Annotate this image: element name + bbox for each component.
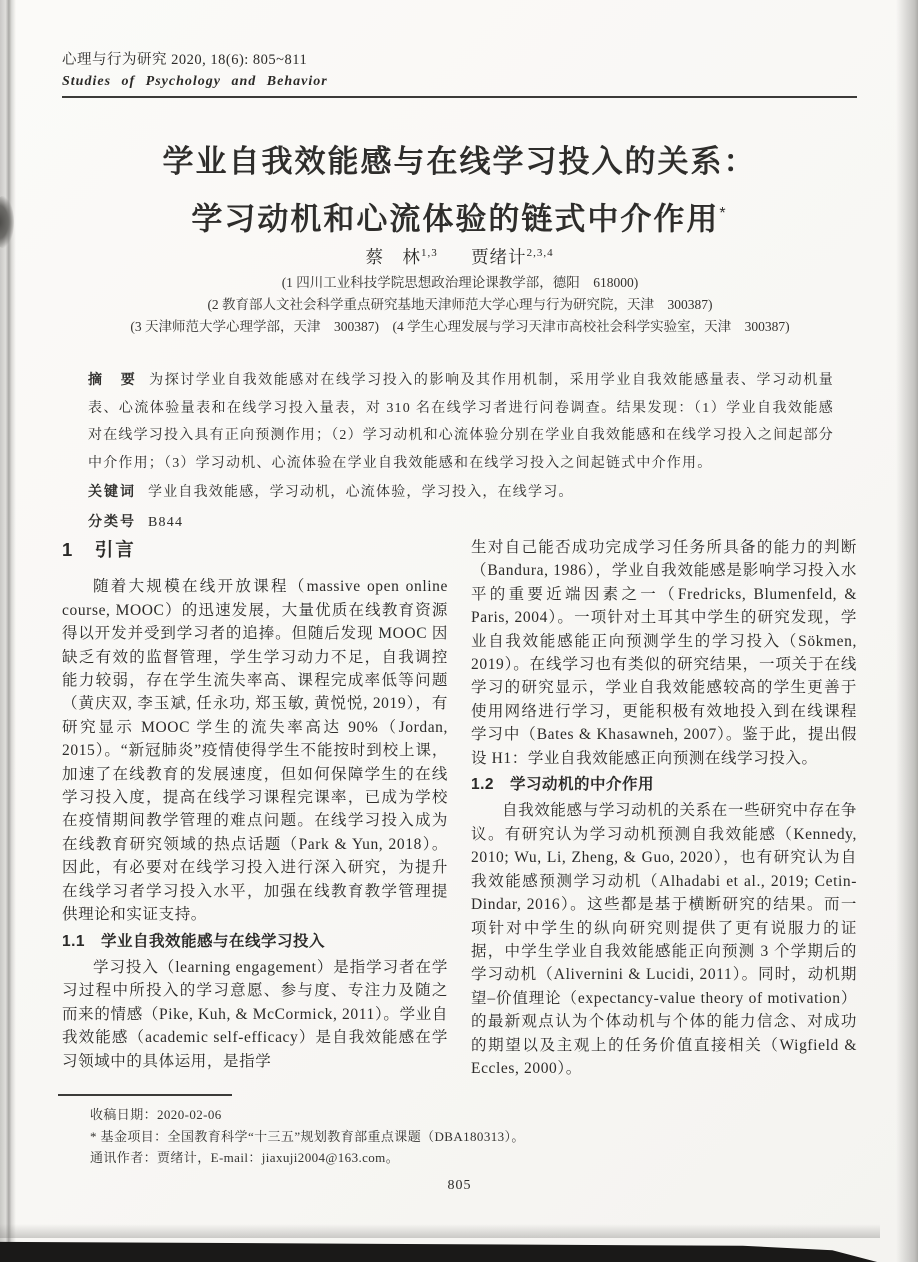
funding-note: * 基金项目：全国教育科学“十三五”规划教育部重点课题（DBA180313）。 — [90, 1128, 525, 1144]
scan-bottom-black-band — [0, 1234, 895, 1262]
continuation-paragraph: 生对自己能否成功完成学习任务所具备的能力的判断（Bandura, 1986），学业自我效能感是影响学习投入水平的重要近端因素之一（Fredricks, Blumenfeld, & Paris, 2004）。一项针对土耳其中学生的研究发现，学业自我效能感能正向预测学生的学习投入（Sökmen, 2019）。在线学习也有类似的研究结果，一项关于在线学习的研究显示，学业自我效能感较高的学生更善于使用网络进行学习，更能积极有效地投入到在线课程学习中（Bates & Khasawneh, 2007）。鉴于此，提出假设 H1：学业自我效能感正向预测在线学习投入。 — [471, 539, 857, 767]
author-1-affil-sup: 1,3 — [420, 247, 438, 260]
article-title-line2: 学习动机和心流体验的链式中介作用* — [191, 201, 728, 237]
footnote-rule — [58, 1094, 232, 1096]
keywords-label: 关键词 — [88, 483, 136, 499]
abstract-text: 为探讨学业自我效能感对在线学习投入的影响及其作用机制，采用学业自我效能感量表、学习动机量表、心流体验量表和在线学习投入量表，对 310 名在线学习者进行问卷调查。结果发现：（1）学业自我效能感对在线学习投入具有正向预测作用；（2）学习动机和心流体验分别在学业自我效能感和在线学习投入之间起部分中介作用；（3）学习动机、心流体验在学业自我效能感和在线学习投入之间起链式中介作用。 — [88, 373, 834, 471]
body-columns — [62, 536, 857, 1096]
author-1: 蔡 林$^{1,3}$ — [365, 247, 438, 267]
section-1-paragraph: 随着大规模在线开放课程（massive open online course, MOOC）的迅速发展，大量优质在线教育资源得以开发并受到学习者的追捧。但随后发现 MOOC 因缺乏有效的监督管理，学生学习动力不足，自我调控能力较弱，存在学生流失率高、课程完成率低等问题（黄庆双, 李玉斌, 任永功, 郑玉敏, 黄悦悦, 2019），有研究显示 MOOC 学生的流失率高达 90%（Jordan, 2015）。“新冠肺炎”疫情使得学生不能按时到校上课，加速了在线教育的发展速度，但如何保障学生的在线学习投入度，提高在线学习课程完课率，已成为学校在疫情期间教学管理的难点问题。在线学习投入成为在线教育研究领域的热点话题（Park & Yun, 2018）。因此，有必要对在线学习投入进行深入研究，为提升在线学习者学习投入水平，加强在线教育教学管理提供理论和实证支持。 — [62, 578, 448, 924]
journal-citation-zh: 心理与行为研究 2020, 18(6): 805~811 — [62, 52, 308, 68]
scan-left-edge-shadow — [0, 0, 16, 1262]
classification-line — [88, 508, 834, 537]
section-1-2-paragraph: 自我效能感与学习动机的关系在一些研究中存在争议。有研究认为学习动机预测自我效能感（Kennedy, 2010; Wu, Li, Zheng, & Guo, 2020），也有研究认为自我效能感预测学习动机（Alhadabi et al., 2019; Cetin-Dindar, 2016）。这些都是基于横断研究的结果。而一项针对中学生的纵向研究则提供了更有说服力的证据，中学生学业自我效能感能正向预测 3 个学期后的学习动机（Alivernini & Lucidi, 2011）。同时，动机期望–价值理论（expectancy-value theory of motivation）的最新观点认为个体动机与个体的能力信念、对成功的期望以及主观上的任务价值直接相关（Wigfield & Eccles, 2000）。 — [471, 802, 857, 1077]
keywords-line — [88, 478, 834, 507]
section-1-heading: 1 引言 — [62, 539, 136, 560]
section-1-1-paragraph: 学习投入（learning engagement）是指学习者在学习过程中所投入的学习意愿、参与度、专注力及随之而来的情感（Pike, Kuh, & McCormick, 2011）。学业自我效能感（academic self-efficacy）是自我效能感在学习领域中的具体运用，是指学 — [62, 958, 448, 1070]
correspondence-note: 通讯作者：贾绪计，E-mail：jiaxuji2004@163.com。 — [90, 1150, 400, 1165]
scan-bottom-shadow — [0, 1224, 880, 1238]
author-2: 贾绪计$^{2,3,4}$ — [471, 247, 554, 267]
author-line — [62, 244, 857, 269]
left-column — [62, 536, 448, 1096]
affiliation-3-4: (3 天津师范大学心理学部，天津 300387) (4 学生心理发展与学习天津市高校社会科学实验室，天津 300387) — [130, 319, 790, 334]
footnotes — [90, 1104, 830, 1169]
article-title — [62, 136, 857, 245]
scan-right-edge-shadow — [896, 0, 918, 1262]
article-title-line1: 学业自我效能感与在线学习投入的关系： — [162, 144, 757, 179]
journal-header — [62, 48, 857, 98]
affiliations — [30, 272, 890, 338]
journal-name-en: Studies of Psychology and Behavior — [62, 74, 328, 89]
abstract-paragraph — [88, 366, 834, 477]
title-footnote-mark: * — [719, 205, 728, 222]
right-column — [471, 536, 857, 1096]
received-date: 收稿日期：2020-02-06 — [90, 1107, 222, 1122]
affiliation-1: (1 四川工业科技学院思想政治理论课教学部，德阳 618000) — [281, 275, 639, 290]
author-2-affil-sup: 2,3,4 — [526, 247, 554, 260]
abstract-label: 摘 要 — [88, 371, 138, 387]
classification-code: B844 — [148, 514, 184, 530]
abstract-block — [88, 366, 834, 536]
affiliation-2: (2 教育部人文社会科学重点研究基地天津师范大学心理与行为研究院，天津 300387) — [207, 297, 713, 312]
header-rule — [62, 96, 857, 98]
page-number: 805 — [447, 1178, 472, 1193]
classification-label: 分类号 — [88, 512, 136, 529]
keywords-text: 学业自我效能感，学习动机，心流体验，学习投入，在线学习。 — [148, 485, 574, 500]
section-1-1-heading: 1.1 学业自我效能感与在线学习投入 — [62, 932, 326, 950]
section-1-2-heading: 1.2 学习动机的中介作用 — [471, 776, 655, 794]
